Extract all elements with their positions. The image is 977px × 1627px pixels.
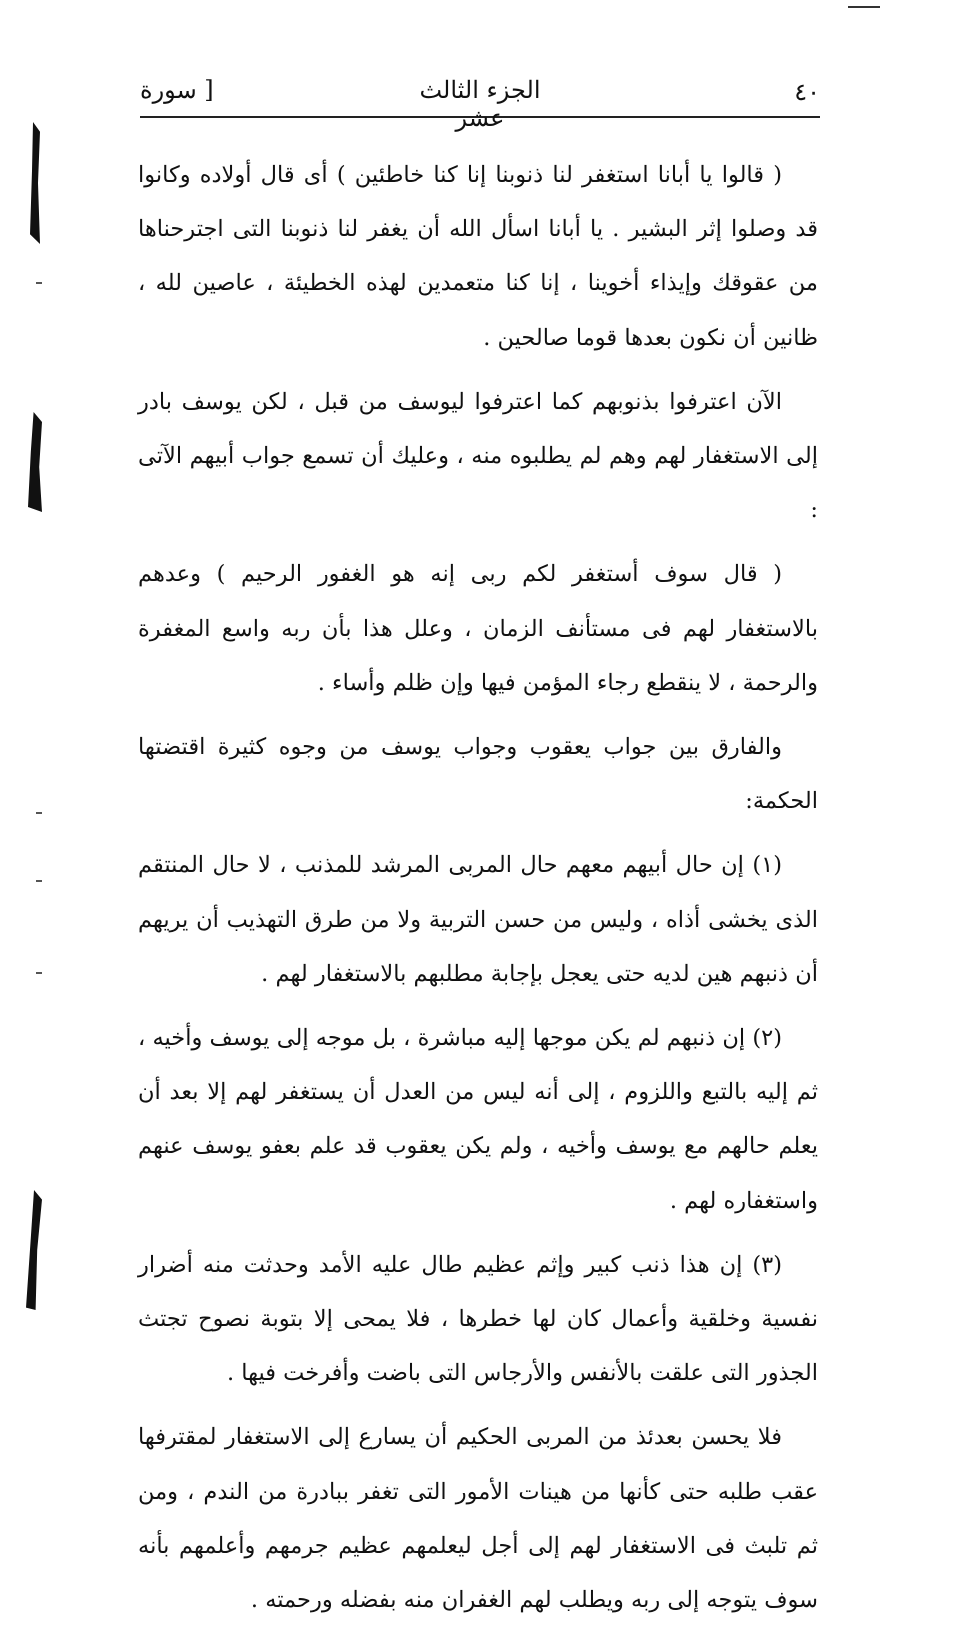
scan-margin-mark: [30, 122, 40, 244]
scan-margin-mark: [28, 412, 42, 512]
scan-speck: [36, 972, 42, 974]
page-body: [138, 148, 818, 1627]
paragraph-3: ( قال سوف أستغفر لكم ربى إنه هو الغفور الرحيم ) وعدهم بالاستغفار لهم فى مستأنف الزمان ، وعلل هذا بأن ربه واسع المغفرة والرحمة ، لا ينقطع رجاء المؤمن فيها وإن ظلم وأساء .: [138, 561, 818, 696]
part-title: الجزء الثالث عشر: [419, 76, 541, 132]
paragraph-7: (٣) إن هذا ذنب كبير وإثم عظيم طال عليه الأمد وحدثت منه أضرار نفسية وخلقية وأعمال كان لها خطرها ، فلا يمحى إلا بتوبة نصوح تجتث الجذور التى علقت بالأنفس والأرجاس التى باضت وأفرخت فيها .: [138, 1251, 818, 1387]
page-header: [140, 72, 820, 132]
scan-speck: [36, 812, 42, 814]
paragraph-8: فلا يحسن بعدئذ من المربى الحكيم أن يسارع إلى الاستغفار لمقترفها عقب طلبه حتى كأنها من هينات الأمور التى تغفر ببادرة من الندم ، ومن ثم تلبث فى الاستغفار لهم إلى أجل ليعلمهم عظيم جرمهم وأعلمهم بأنه سوف يتوجه إلى ربه ويطلب لهم الغفران منه بفضله ورحمته .: [138, 1424, 818, 1614]
page-number: ٤٠: [794, 78, 820, 106]
paragraph-4: والفارق بين جواب يعقوب وجواب يوسف من وجوه كثيرة اقتضتها الحكمة:: [138, 734, 818, 815]
scan-edge-line: [848, 6, 880, 8]
scan-speck: [36, 282, 42, 284]
scan-speck: [36, 880, 42, 882]
surah-label: [ سورة: [140, 76, 214, 104]
paragraph-2: الآن اعترفوا بذنوبهم كما اعترفوا ليوسف من قبل ، لكن يوسف بادر إلى الاستغفار لهم وهم لم يطلبوه منه ، وعليك أن تسمع جواب أبيهم الآتى :: [138, 388, 818, 524]
scan-margin-mark: [26, 1190, 42, 1310]
paragraph-5: (١) إن حال أبيهم معهم حال المربى المرشد للمذنب ، لا حال المنتقم الذى يخشى أذاه ، وليس من حسن التربية ولا من طرق التهذيب أن يريهم أن ذنبهم هين لديه حتى يعجل بإجابة مطلبهم بالاستغفار لهم .: [138, 852, 818, 987]
paragraph-1: ( قالوا يا أبانا استغفر لنا ذنوبنا إنا كنا خاطئين ) أى قال أولاده وكانوا قد وصلوا إثر البشير . يا أبانا اسأل الله أن يغفر لنا ذنوبنا التى اجترحناها من عقوقك وإيذاء أخوينا ، إنا كنا متعمدين لهذه الخطيئة ، عاصين لله ، ظانين أن نكون بعدها قوما صالحين .: [138, 162, 818, 351]
paragraph-6: (٢) إن ذنبهم لم يكن موجها إليه مباشرة ، بل موجه إلى يوسف وأخيه ، ثم إليه بالتبع واللزوم ، إلى أنه ليس من العدل أن يستغفر لهم إلا بعد أن يعلم حالهم مع يوسف وأخيه ، ولم يكن يعقوب قد علم بعفو يوسف عنهم واستغفاره لهم .: [138, 1025, 818, 1214]
